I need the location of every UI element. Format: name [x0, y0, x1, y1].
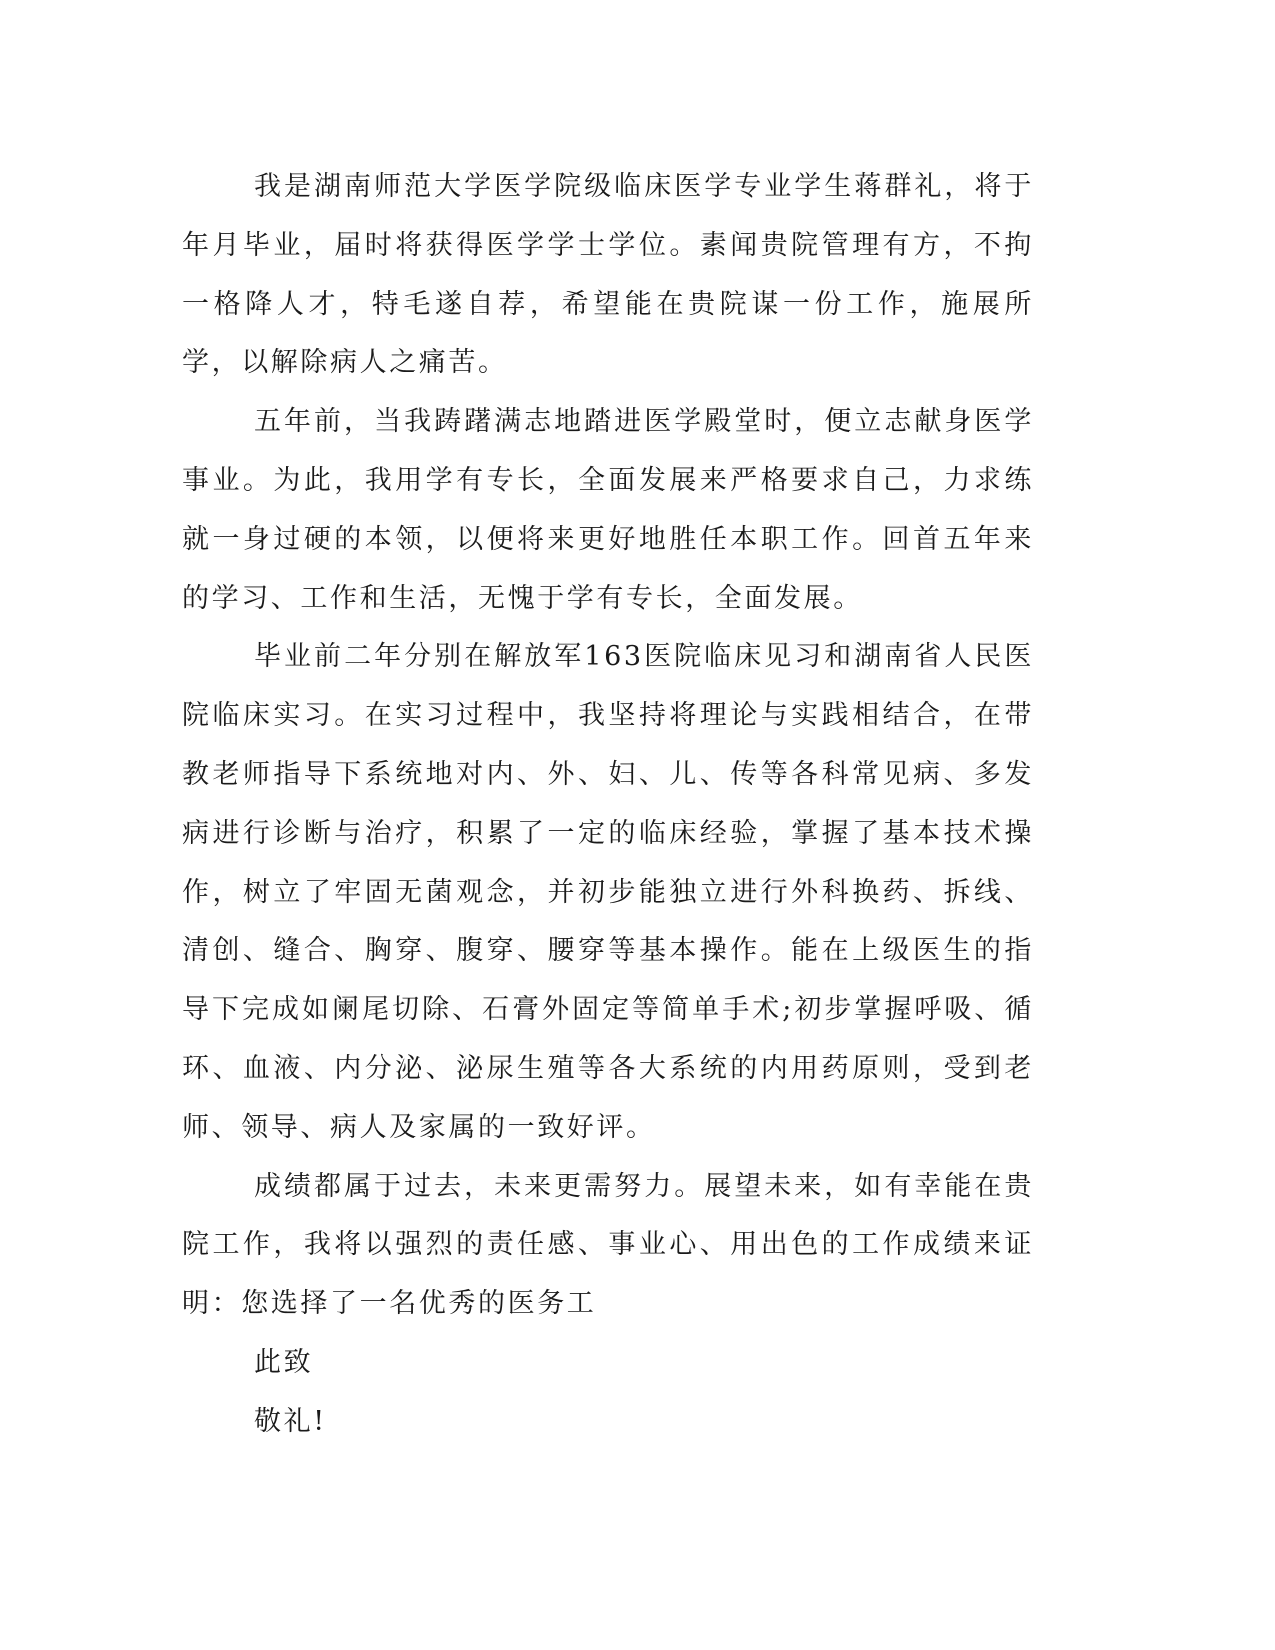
closing-salutation: 此致 — [254, 1346, 314, 1378]
letter-body — [182, 158, 1034, 1452]
paragraph-studies: 五年前，当我踌躇满志地踏进医学殿堂时，便立志献身医学事业。为此，我用学有专长，全面发展来严格要求自己，力求练就一身过硬的本领，以便将来更好地胜任本职工作。回首五年来的学习、工作和生活，无愧于学有专长，全面发展。 — [182, 406, 1034, 614]
paragraph-intro: 我是湖南师范大学医学院级临床医学专业学生蒋群礼，将于年月毕业，届时将获得医学学士学位。素闻贵院管理有方，不拘一格降人才，特毛遂自荐，希望能在贵院谋一份工作，施展所学，以解除病人之痛苦。 — [182, 171, 1034, 379]
closing-regards: 敬礼! — [254, 1405, 327, 1437]
paragraph-future: 成绩都属于过去，未来更需努力。展望未来，如有幸能在贵院工作，我将以强烈的责任感、事业心、用出色的工作成绩来证明：您选择了一名优秀的医务工 — [182, 1170, 1034, 1320]
paragraph-internship: 毕业前二年分别在解放军163医院临床见习和湖南省人民医院临床实习。在实习过程中，我坚持将理论与实践相结合，在带教老师指导下系统地对内、外、妇、儿、传等各科常见病、多发病进行诊断与治疗，积累了一定的临床经验，掌握了基本技术操作，树立了牢固无菌观念，并初步能独立进行外科换药、拆线、清创、缝合、胸穿、腹穿、腰穿等基本操作。能在上级医生的指导下完成如阑尾切除、石膏外固定等简单手术;初步掌握呼吸、循环、血液、内分泌、泌尿生殖等各大系统的内用药原则，受到老师、领导、病人及家属的一致好评。 — [182, 641, 1034, 1143]
